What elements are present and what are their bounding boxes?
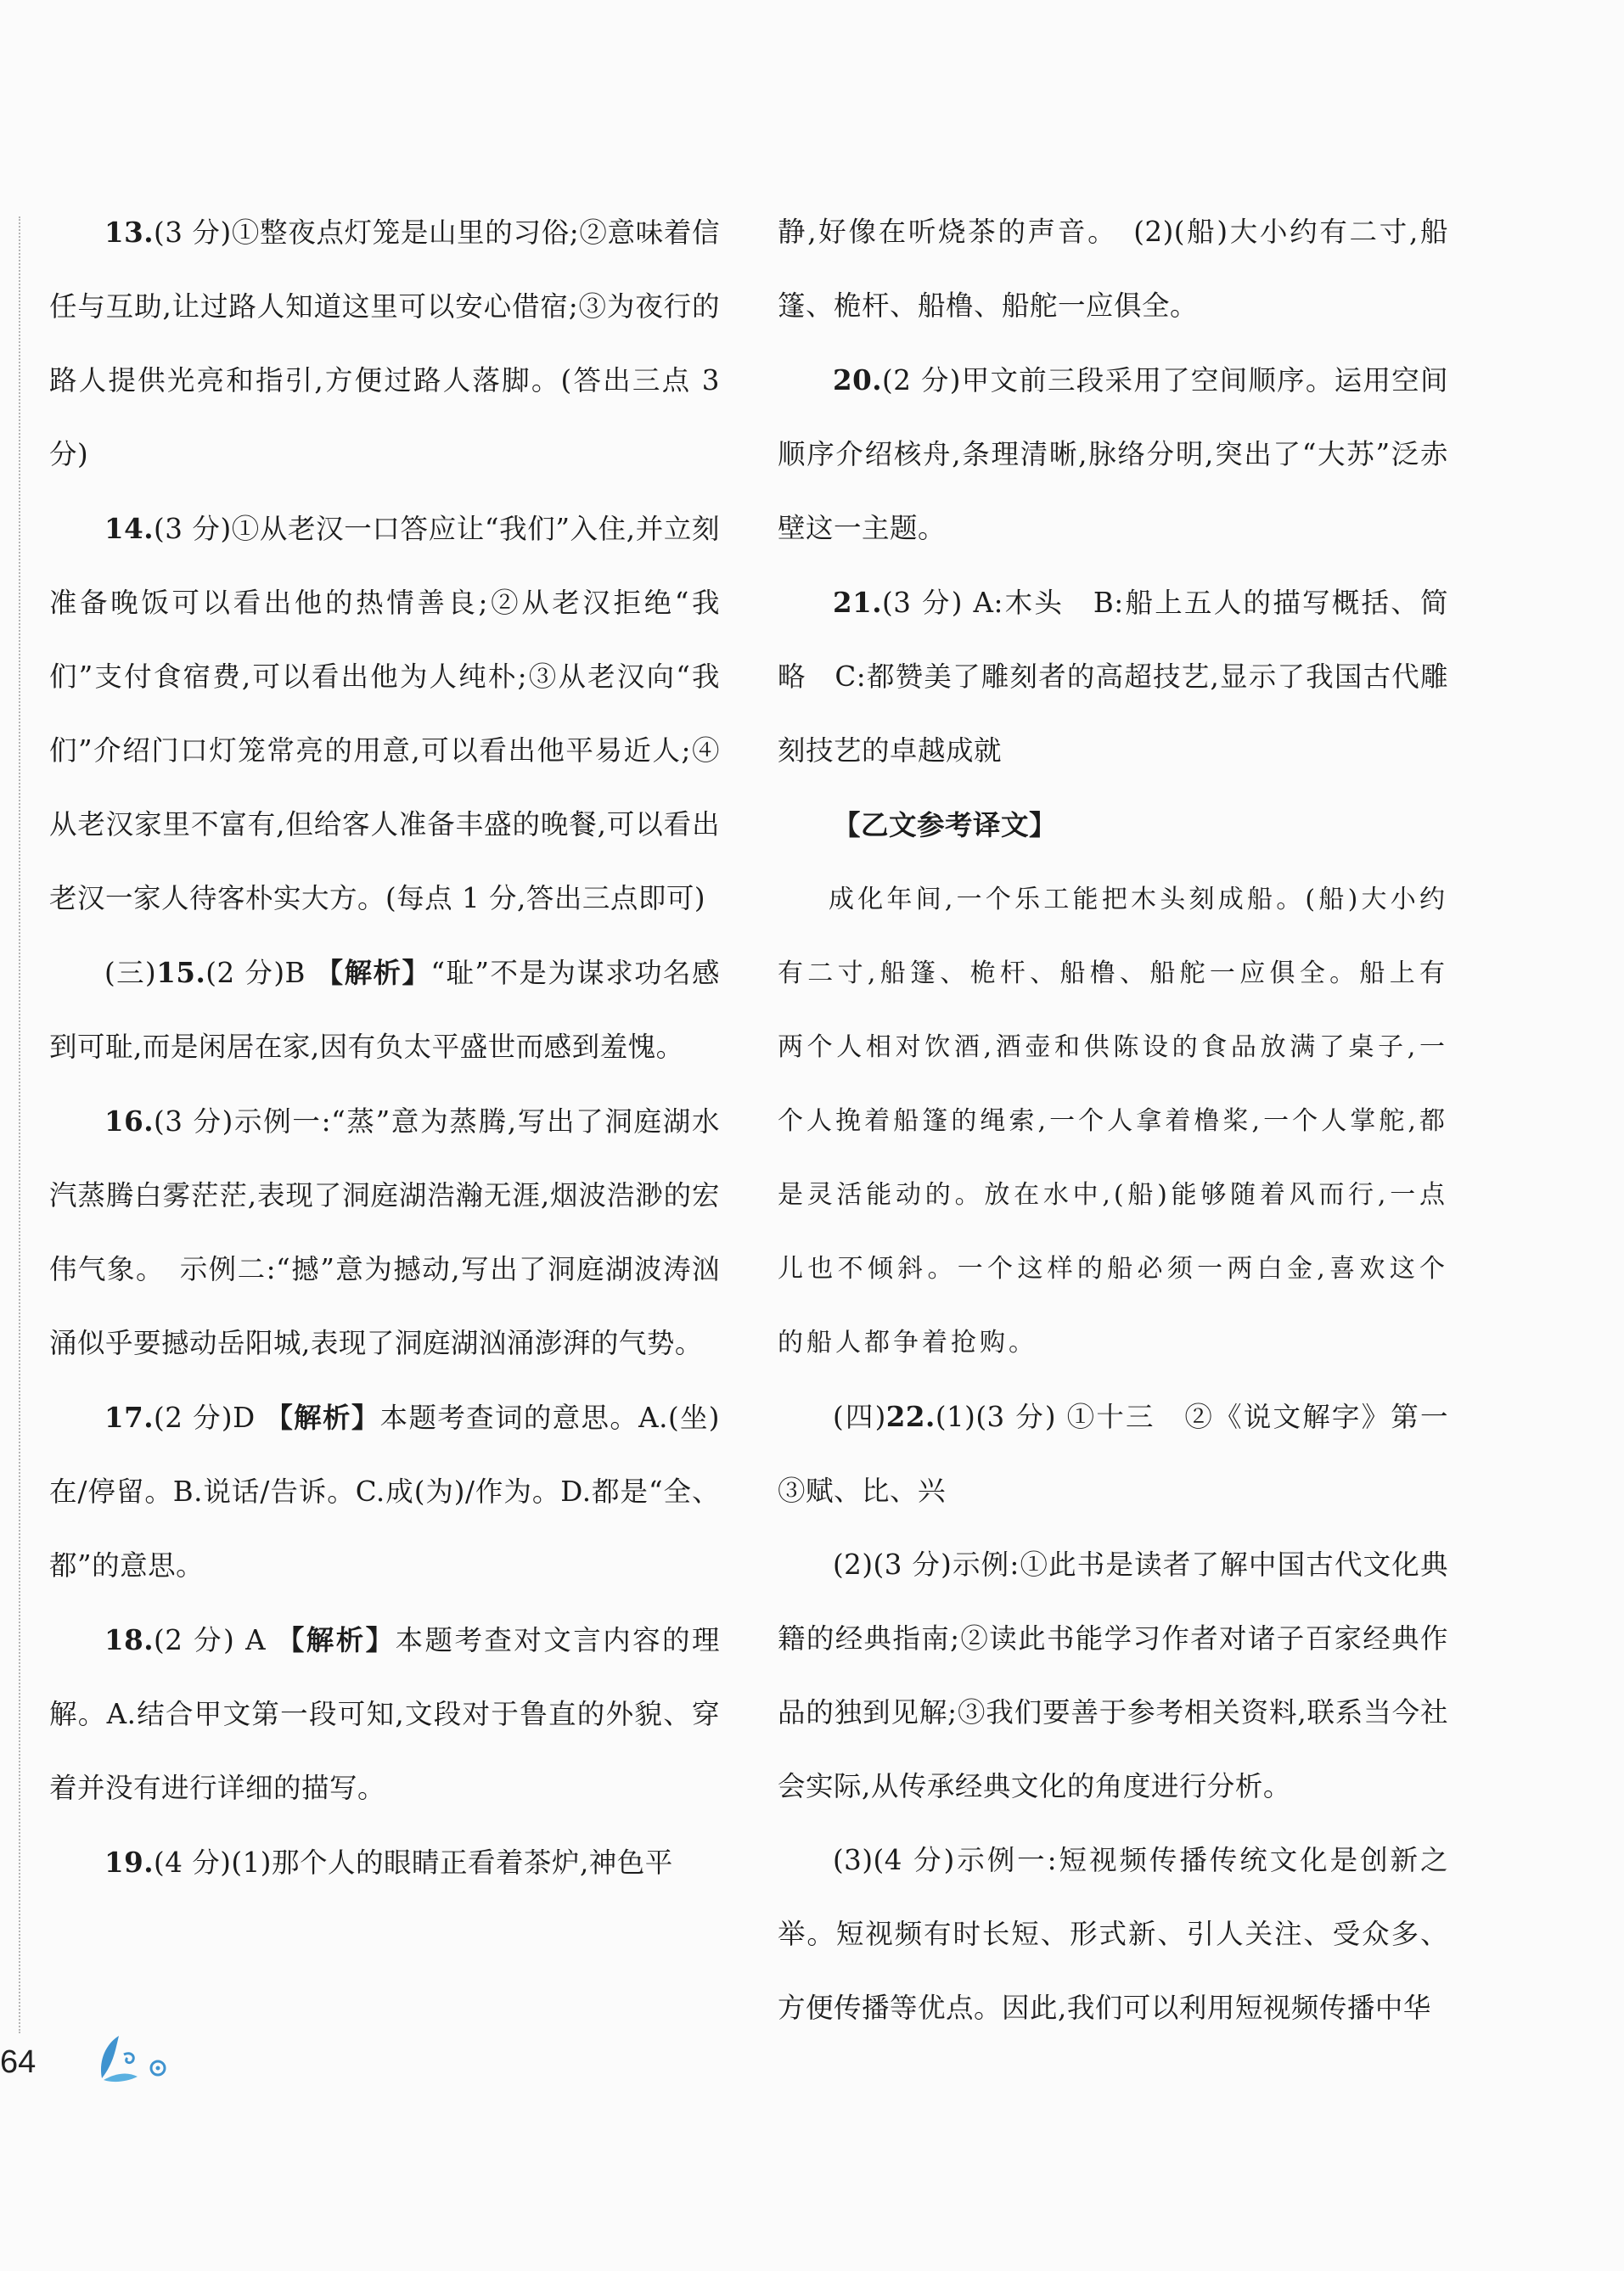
answer-15: (三)15.(2 分)B 【解析】“耻”不是为谋求功名感到可耻,而是闲居在家,因有负太平盛世而感到羞愧。 (49, 956, 720, 1063)
translation-text: 成化年间,一个乐工能把木头刻成船。(船)大小约有二寸,船篷、桅杆、船橹、船舵一应俱全。船上有两个人相对饮酒,酒壶和供陈设的食品放满了桌子,一个人挽着船篷的绳索,一个人拿着橹桨,一个人掌舵,都是灵活能动的。放在水中,(船)能够随着风而行,一点儿也不倾斜。一个这样的船必须一两白金,喜欢这个的船人都争着抢购。 (778, 885, 1448, 1358)
left-column (49, 195, 720, 1900)
answer-17: 17.(2 分)D 【解析】本题考查词的意思。A.(坐)在/停留。B.说话/告诉。C.成(为)/作为。D.都是“全、都”的意思。 (49, 1401, 720, 1582)
translation-heading: 【乙文参考译文】 (833, 808, 1058, 841)
answer-14: 14.(3 分)①从老汉一口答应让“我们”入住,并立刻准备晚饭可以看出他的热情善良;②从老汉拒绝“我们”支付食宿费,可以看出他为人纯朴;③从老汉向“我们”介绍门口灯笼常亮的用意,可以看出他平易近人;④从老汉家里不富有,但给客人准备丰盛的晚餐,可以看出老汉一家人待客朴实大方。(每点 1 分,答出三点即可) (49, 512, 720, 914)
answer-22-1: (四)22.(1)(3 分) ①十三 ②《说文解字》第一 ③赋、比、兴 (778, 1400, 1477, 1507)
right-column (778, 195, 1477, 2045)
page-number: 64 (0, 2044, 37, 2080)
margin-rule (19, 216, 20, 2033)
answer-13: 13.(3 分)①整夜点灯笼是山里的习俗;②意味着信任与互助,让过路人知道这里可以安心借宿;③为夜行的路人提供光亮和指引,方便过路人落脚。(答出三点 3 分) (49, 216, 720, 470)
answer-22-2: (2)(3 分)示例:①此书是读者了解中国古代文化典籍的经典指南;②读此书能学习作者对诸子百家经典作品的独到见解;③我们要善于参考相关资料,联系当今社会实际,从传承经典文化的角度进行分析。 (778, 1549, 1448, 1802)
answer-19-start: 19.(4 分)(1)那个人的眼睛正看着茶炉,神色平 (104, 1846, 673, 1879)
translation-block (778, 863, 1448, 1380)
answer-21: 21.(3 分) A:木头 B:船上五人的描写概括、简略 C:都赞美了雕刻者的高超技艺,显示了我国古代雕刻技艺的卓越成就 (778, 586, 1448, 767)
answer-22-3: (3)(4 分)示例一:短视频传播传统文化是创新之举。短视频有时长短、形式新、引人关注、受众多、方便传播等优点。因此,我们可以利用短视频传播中华 (778, 1844, 1448, 2024)
answer-16: 16.(3 分)示例一:“蒸”意为蒸腾,写出了洞庭湖水汽蒸腾白雾茫茫,表现了洞庭湖浩瀚无涯,烟波浩渺的宏伟气象。 示例二:“撼”意为撼动,写出了洞庭湖波涛汹涌似乎要撼动岳阳城,表现了洞庭湖汹涌澎湃的气势。 (49, 1105, 720, 1359)
leaf-swirl-icon (93, 2031, 171, 2085)
answer-19-continued: 静,好像在听烧茶的声音。 (2)(船)大小约有二寸,船篷、桅杆、船橹、船舵一应俱全。 (778, 216, 1448, 322)
answer-18: 18.(2 分) A 【解析】本题考查对文言内容的理解。A.结合甲文第一段可知,文段对于鲁直的外貌、穿着并没有进行详细的描写。 (49, 1623, 720, 1804)
answer-20: 20.(2 分)甲文前三段采用了空间顺序。运用空间顺序介绍核舟,条理清晰,脉络分明,突出了“大苏”泛赤壁这一主题。 (778, 363, 1448, 544)
